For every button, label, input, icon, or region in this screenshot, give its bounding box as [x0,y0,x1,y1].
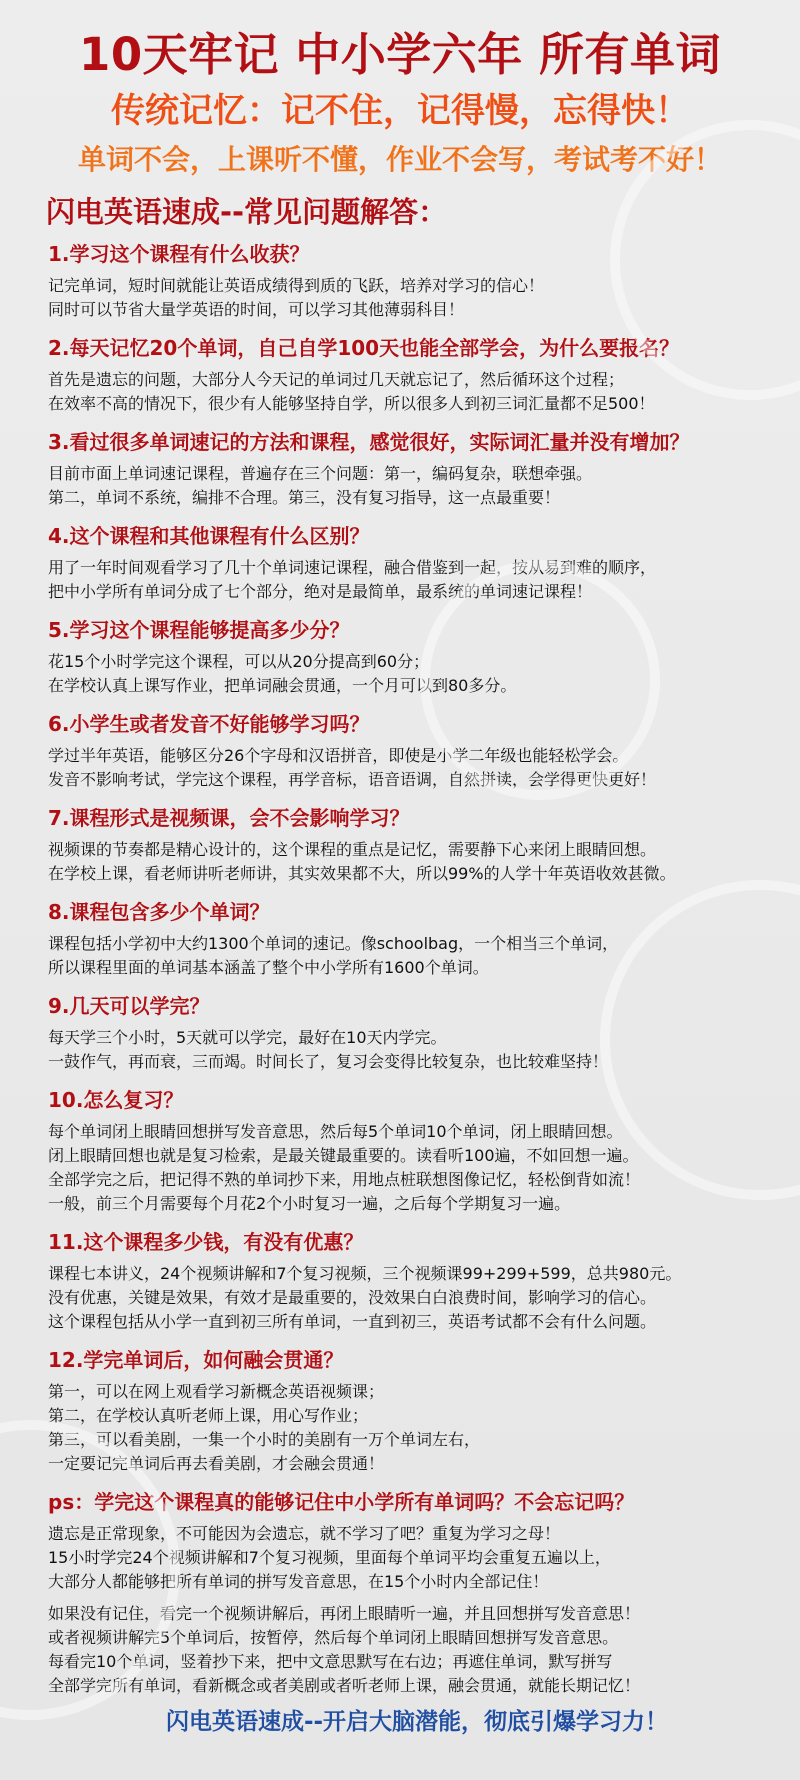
answer-line: 视频课的节奏都是精心设计的，这个课程的重点是记忆，需要静下心来闭上眼睛回想。 [48,840,657,859]
faq-content [0,192,800,1738]
answer-line: 15小时学完24个视频讲解和7个复习视频，里面每个单词平均会重复五遍以上， [48,1548,611,1567]
subtitle-problems: 单词不会，上课听不懂，作业不会写，考试考不好！ [77,143,722,176]
answer-line: 全部学完之后，把记得不熟的单词抄下来，用地点桩联想图像记忆，轻松倒背如流！ [48,1170,641,1189]
main-title: 10天牢记 中小学六年 所有单词 [79,28,721,81]
qa-item [48,1228,786,1334]
qa-item [48,428,786,510]
answer-line: 所以课程里面的单词基本涵盖了整个中小学所有1600个单词。 [48,958,489,977]
answer-line: 目前市面上单词速记课程，普遍存在三个问题：第一，编码复杂，联想牵强。 [48,464,593,483]
question: 11.这个课程多少钱，有没有优惠？ [48,1230,364,1254]
answer-line: 每个单词闭上眼睛回想拼写发音意思，然后每5个单词10个单词，闭上眼睛回想。 [48,1122,623,1141]
answer-line: 每看完10个单词，竖着抄下来，把中文意思默写在右边；再遮住单词，默写拼写 [48,1652,613,1671]
question: 9.几天可以学完？ [48,994,210,1018]
answer-line: 第二，单词不系统，编排不合理。第三，没有复习指导，这一点最重要！ [48,488,561,507]
answer-line: 每天学三个小时，5天就可以学完，最好在10天内学完。 [48,1028,447,1047]
answer-line: 在效率不高的情况下，很少有人能够坚持自学，所以很多人到初三词汇量都不足500！ [48,394,655,413]
qa-item [48,522,786,604]
answer-line: 一般，前三个月需要每个月花2个小时复习一遍，之后每个学期复习一遍。 [48,1194,571,1213]
answer-line: 如果没有记住，看完一个视频讲解后，再闭上眼睛听一遍，并且回想拼写发音意思！ [48,1604,641,1623]
question: 1.学习这个课程有什么收获？ [48,242,310,266]
question: 4.这个课程和其他课程有什么区别？ [48,524,370,548]
ps-question: ps：学完这个课程真的能够记住中小学所有单词吗？不会忘记吗？ [48,1490,635,1514]
question: 7.课程形式是视频课，会不会影响学习？ [48,806,410,830]
answer-line: 或者视频讲解完5个单词后，按暂停，然后每个单词闭上眼睛回想拼写发音意思。 [48,1628,619,1647]
qa-item [48,710,786,792]
answer-line: 记完单词，短时间就能让英语成绩得到质的飞跃，培养对学习的信心！ [48,276,545,295]
answer-line: 第二，在学校认真听老师上课，用心写作业； [48,1406,369,1425]
answer-line: 花15个小时学完这个课程，可以从20分提高到60分； [48,652,430,671]
qa-item [48,334,786,416]
question: 8.课程包含多少个单词？ [48,900,270,924]
answer-line: 大部分人都能够把所有单词的拼写发音意思，在15个小时内全部记住！ [48,1572,549,1591]
answer-line: 全部学完所有单词，看新概念或者美剧或者听老师上课，融会贯通，就能长期记忆！ [48,1676,641,1695]
question: 5.学习这个课程能够提高多少分？ [48,618,350,642]
answer-line: 遗忘是正常现象，不可能因为会遗忘，就不学习了吧？重复为学习之母！ [48,1524,561,1543]
answer-line: 把中小学所有单词分成了七个部分，绝对是最简单，最系统的单词速记课程！ [48,582,593,601]
answer-line: 课程包括小学初中大约1300个单词的速记。像schoolbag，一个相当三个单词， [48,934,619,953]
qa-item [48,992,786,1074]
ps-answer-block [48,1602,786,1698]
question: 6.小学生或者发音不好能够学习吗？ [48,712,370,736]
question: 12.学完单词后，如何融会贯通？ [48,1348,344,1372]
answer-line: 首先是遗忘的问题，大部分人今天记的单词过几天就忘记了，然后循环这个过程； [48,370,625,389]
answer-line: 第三，可以看美剧，一集一个小时的美剧有一万个单词左右， [48,1430,481,1449]
ps-answer-block [48,1522,786,1594]
answer-line: 一定要记完单词后再去看美剧，才会融会贯通！ [48,1454,385,1473]
answer-line: 没有优惠，关键是效果，有效才是最重要的，没效果白白浪费时间，影响学习的信心。 [48,1288,657,1307]
qa-item [48,616,786,698]
answer-line: 课程七本讲义，24个视频讲解和7个复习视频，三个视频课99+299+599，总共980元。 [48,1264,682,1283]
qa-item [48,1346,786,1476]
footer-slogan: 闪电英语速成--开启大脑潜能，彻底引爆学习力！ [165,1709,669,1735]
qa-item [48,240,786,322]
answer-line: 第一，可以在网上观看学习新概念英语视频课； [48,1382,385,1401]
qa-item [48,898,786,980]
faq-section-title: 闪电英语速成--常见问题解答： [46,195,448,229]
qa-item [48,804,786,886]
qa-item [48,1086,786,1216]
question: 10.怎么复习？ [48,1088,184,1112]
answer-line: 同时可以节省大量学英语的时间，可以学习其他薄弱科目！ [48,300,465,319]
answer-line: 这个课程包括从小学一直到初三所有单词，一直到初三，英语考试都不会有什么问题。 [48,1312,657,1331]
question: 2.每天记忆20个单词，自己自学100天也能全部学会，为什么要报名？ [48,336,680,360]
answer-line: 在学校认真上课写作业，把单词融会贯通，一个月可以到80多分。 [48,676,517,695]
question: 3.看过很多单词速记的方法和课程，感觉很好，实际词汇量并没有增加？ [48,430,690,454]
subtitle-traditional-memory: 传统记忆：记不住，记得慢，忘得快！ [111,91,689,131]
answer-line: 用了一年时间观看学习了几十个单词速记课程，融合借鉴到一起，按从易到难的顺序， [48,558,657,577]
answer-line: 学过半年英语，能够区分26个字母和汉语拼音，即使是小学二年级也能轻松学会。 [48,746,629,765]
answer-line: 闭上眼睛回想也就是复习检索，是最关键最重要的。读看听100遍，不如回想一遍。 [48,1146,639,1165]
answer-line: 一鼓作气，再而衰，三而竭。时间长了，复习会变得比较复杂，也比较难坚持！ [48,1052,609,1071]
header [0,0,800,182]
answer-line: 在学校上课，看老师讲听老师讲，其实效果都不大，所以99%的人学十年英语收效甚微。 [48,864,676,883]
answer-line: 发音不影响考试，学完这个课程，再学音标，语音语调，自然拼读，会学得更快更好！ [48,770,657,789]
